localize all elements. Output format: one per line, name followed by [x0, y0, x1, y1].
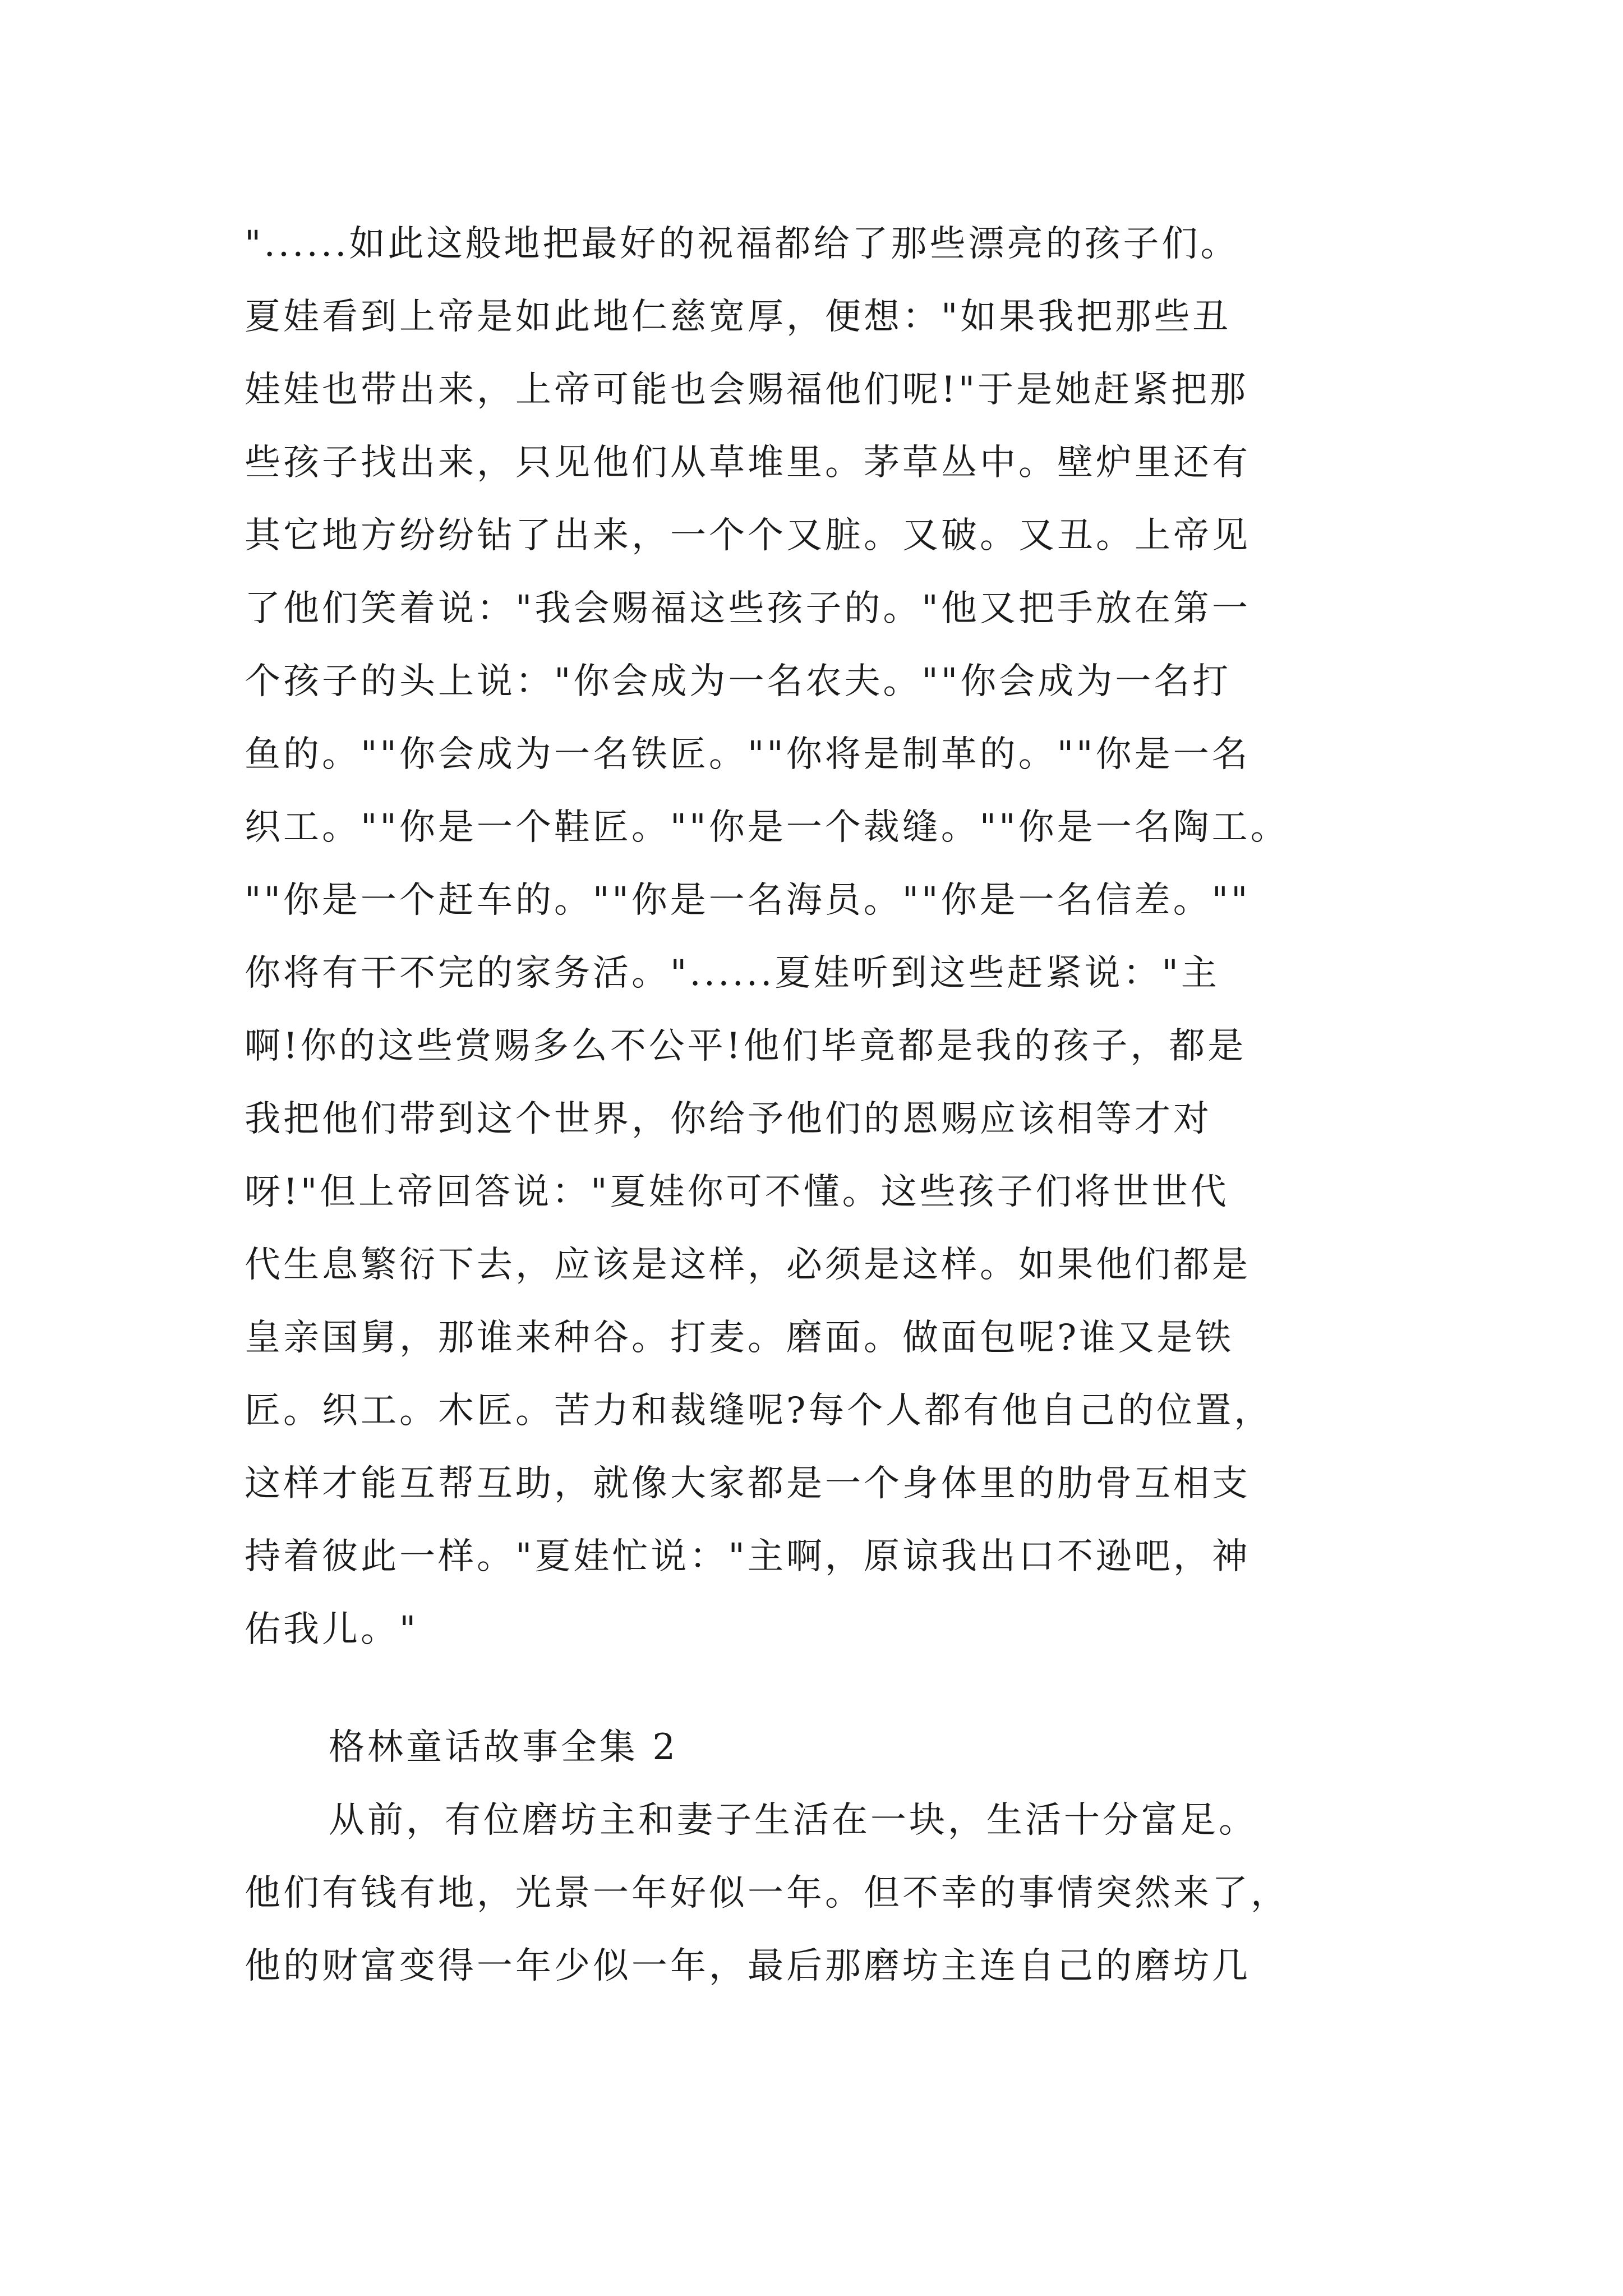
- text-line: 织工。""你是一个鞋匠。""你是一个裁缝。""你是一名陶工。: [245, 807, 1289, 848]
- text-line: 他们有钱有地，光景一年好似一年。但不幸的事情突然来了，: [245, 1872, 1289, 1914]
- text-line: 其它地方纷纷钻了出来，一个个又脏。又破。又丑。上帝见: [245, 515, 1251, 556]
- text-line: 些孩子找出来，只见他们从草堆里。茅草丛中。壁炉里还有: [245, 442, 1251, 484]
- text-line: 佑我儿。": [245, 1609, 419, 1650]
- text-line: 呀!"但上帝回答说："夏娃你可不懂。这些孩子们将世世代: [245, 1171, 1229, 1213]
- text-line: 从前，有位磨坊主和妻子生活在一块，生活十分富足。: [329, 1800, 1257, 1841]
- section-heading: [245, 1711, 1394, 1784]
- text-line: 了他们笑着说："我会赐福这些孩子的。"他又把手放在第一: [245, 588, 1251, 629]
- section-title: 格林童话故事全集 2: [329, 1727, 679, 1768]
- text-line: 持着彼此一样。"夏娃忙说："主啊，原谅我出口不逊吧，神: [245, 1536, 1251, 1577]
- text-line: ""你是一个赶车的。""你是一名海员。""你是一名信差。"": [245, 880, 1251, 921]
- text-line: 娃娃也带出来，上帝可能也会赐福他们呢!"于是她赶紧把那: [245, 369, 1249, 411]
- story-paragraph-2: [245, 1784, 1394, 2003]
- text-line: 我把他们带到这个世界，你给予他们的恩赐应该相等才对: [245, 1098, 1212, 1140]
- text-line: 这样才能互帮互助，就像大家都是一个身体里的肋骨互相支: [245, 1463, 1251, 1504]
- text-line: 个孩子的头上说："你会成为一名农夫。""你会成为一名打: [245, 661, 1232, 702]
- text-line: 皇亲国舅，那谁来种谷。打麦。磨面。做面包呢?谁又是铁: [245, 1317, 1234, 1359]
- text-line: 他的财富变得一年少似一年，最后那磨坊主连自己的磨坊几: [245, 1945, 1251, 1987]
- text-line: "......如此这般地把最好的祝福都给了那些漂亮的孩子们。: [245, 223, 1239, 265]
- text-line: 你将有干不完的家务活。"......夏娃听到这些赶紧说："主: [245, 953, 1220, 994]
- text-line: 鱼的。""你会成为一名铁匠。""你将是制革的。""你是一名: [245, 734, 1251, 775]
- text-line: 夏娃看到上帝是如此地仁慈宽厚，便想："如果我把那些丑: [245, 296, 1232, 338]
- text-line: 代生息繁衍下去，应该是这样，必须是这样。如果他们都是: [245, 1244, 1251, 1286]
- story-paragraph-1: [245, 208, 1394, 1666]
- text-line: 匠。织工。木匠。苦力和裁缝呢?每个人都有他自己的位置，: [245, 1390, 1273, 1432]
- text-line: 啊!你的这些赏赐多么不公平!他们毕竟都是我的孩子，都是: [245, 1025, 1247, 1067]
